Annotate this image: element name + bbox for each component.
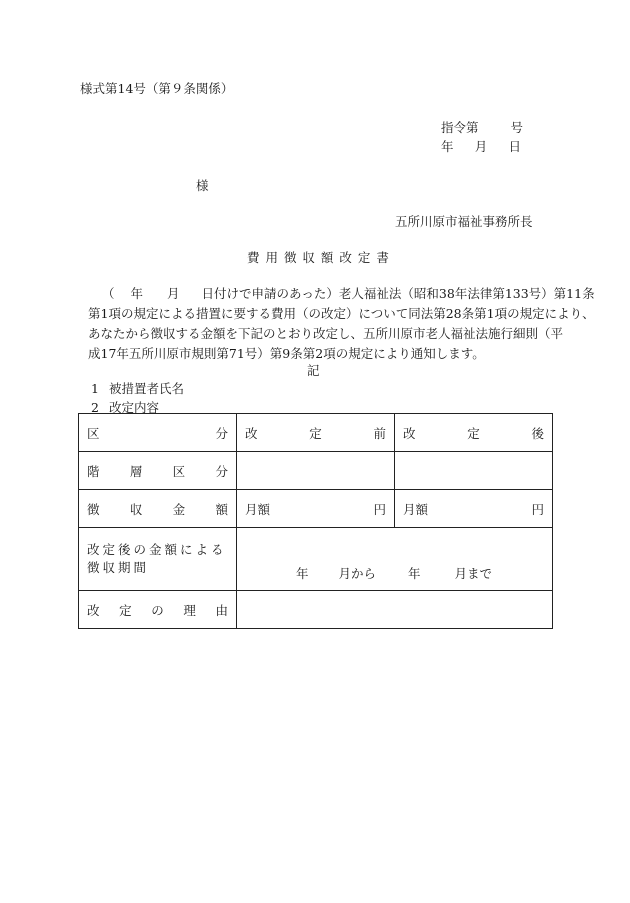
after-header-cell: 改 定 後	[395, 414, 553, 452]
date-month: 月	[474, 139, 488, 154]
table-row	[79, 414, 553, 452]
label-cell: 徴 収 金 額	[79, 490, 237, 528]
date-year: 年	[441, 139, 454, 154]
item-1: 1 被措置者氏名	[91, 381, 184, 396]
label-cell: 階 層 区 分	[79, 452, 237, 490]
table-row	[79, 591, 553, 629]
date-day: 日	[508, 139, 521, 154]
tier-after-cell[interactable]	[395, 452, 553, 490]
issuer-name: 五所川原市福祉事務所長	[395, 214, 533, 229]
item-2: 2 改定内容	[91, 400, 159, 415]
reason-cell[interactable]	[237, 591, 553, 629]
body-line-2: 第1項の規定による措置に要する費用（の改定）について同法第28条第1項の規定により、	[88, 306, 595, 321]
label-cell: 改定後の金額による徴収期間	[79, 528, 237, 591]
before-header-cell: 改 定 前	[237, 414, 395, 452]
form-number: 様式第14号（第９条関係）	[80, 81, 234, 96]
ref-prefix: 指令第	[441, 120, 479, 135]
table-row	[79, 490, 553, 528]
body-paragraph	[88, 284, 595, 364]
addressee-suffix: 様	[196, 178, 209, 193]
period-cell[interactable]: 年 月から 年 月まで	[237, 528, 553, 591]
body-line-1: （ 年 月 日付けで申請のあった）老人福祉法（昭和38年法律第133号）第11条	[102, 286, 595, 301]
ref-suffix: 号	[510, 120, 523, 135]
issue-date	[441, 137, 521, 155]
label-cell: 区 分	[79, 414, 237, 452]
revision-table	[78, 413, 553, 629]
body-line-4: 成17年五所川原市規則第71号）第9条第2項の規定により通知します。	[88, 346, 485, 361]
tier-before-cell[interactable]	[237, 452, 395, 490]
ki-heading: 記	[307, 363, 320, 378]
document-title: 費 用 徴 収 額 改 定 書	[247, 250, 390, 265]
table-row	[79, 452, 553, 490]
label-cell: 改 定 の 理 由	[79, 591, 237, 629]
reference-number	[441, 118, 523, 136]
amount-before-cell[interactable]: 月額 円	[237, 490, 395, 528]
amount-after-cell[interactable]: 月額 円	[395, 490, 553, 528]
body-line-3: あなたから徴収する金額を下記のとおり改定し、五所川原市老人福祉法施行細則（平	[88, 326, 564, 341]
table-row	[79, 528, 553, 591]
